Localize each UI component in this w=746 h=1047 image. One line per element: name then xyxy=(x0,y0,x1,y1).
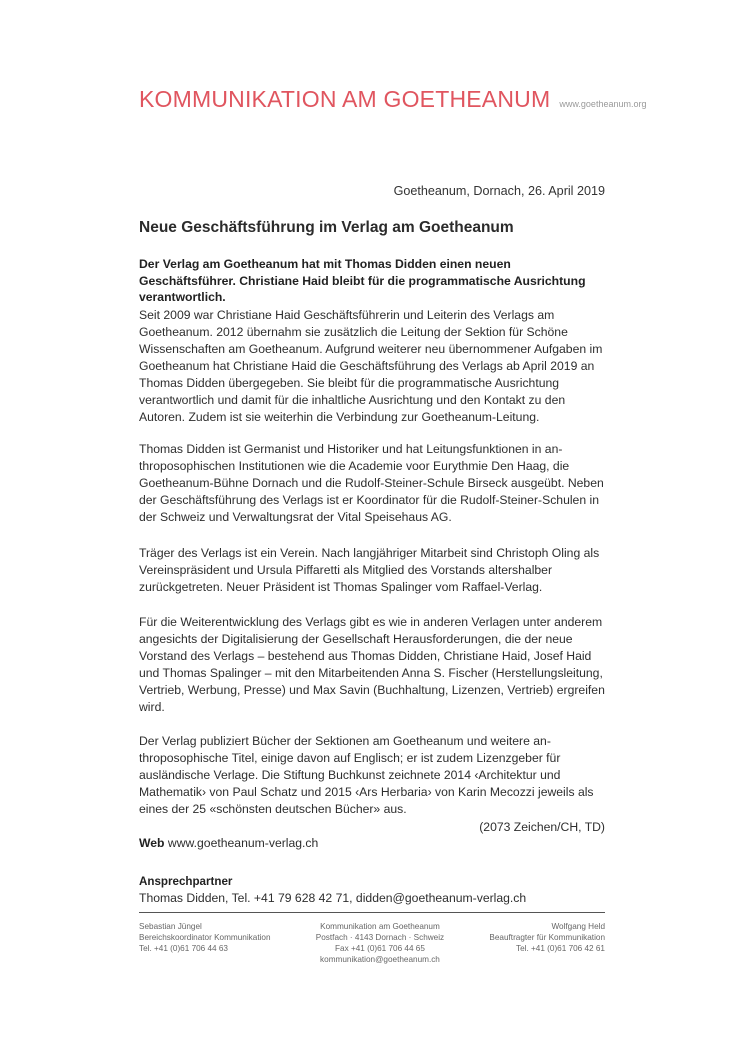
contact-info: Thomas Didden, Tel. +41 79 628 42 71, didden@goetheanum-verlag.ch xyxy=(139,891,527,905)
web-line xyxy=(139,836,318,850)
footer-center-email[interactable]: kommunikation@goetheanum.ch xyxy=(320,955,440,964)
dateline: Goetheanum, Dornach, 26. April 2019 xyxy=(393,184,605,198)
masthead-brand: KOMMUNIKATION AM GOETHEANUM xyxy=(139,86,551,112)
footer-center-address: Postfach · 4143 Dornach · Schweiz xyxy=(315,933,445,942)
contact-heading: Ansprechpartner xyxy=(139,875,233,888)
footer-left-role: Bereichskoordinator Kommunikation xyxy=(139,933,271,942)
body-paragraph: Thomas Didden ist Germanist und Historiker und hat Leitungsfunktionen in anthroposophischen Institutionen wie die Academie voor Eurythmie Den Haag, die Goetheanum-Bühne Dornach und die Rudolf-Steiner-Schule Birseck ausgeübt. Neben der Geschäftsführung des Verlags ist er Koordinator für die Rudolf-Steiner-Schulen in der Schweiz und Verwaltungsrat der Vital Speisehaus AG. xyxy=(139,442,604,524)
page-title: Neue Geschäftsführung im Verlag am Goetheanum xyxy=(139,219,514,236)
footer-contact-center xyxy=(316,921,444,965)
footer xyxy=(139,921,605,965)
body-paragraph: Seit 2009 war Christiane Haid Geschäftsführerin und Leiterin des Verlags am Goetheanum. 2012 übernahm sie zusätzlich die Leitung der Sektion für Schöne Wissenschaften am Goetheanum. Aufgrund weiterer neu übernommener Aufgaben im Goetheanum hat Christiane Haid die Geschäftsführung des Verlags ab April 2019 an Thomas Didden übergegeben. Sie bleibt für die programmatische Ausrichtung verantwortlich und damit für die inhaltliche Ausrichtung und den Kontakt zu den Autoren. Zudem ist sie weiterhin die Verbindung zur Goetheanum-Leitung. xyxy=(139,308,603,424)
footer-center-fax: Fax +41 (0)61 706 44 65 xyxy=(335,944,425,953)
masthead-url[interactable]: www.goetheanum.org xyxy=(559,99,647,109)
masthead xyxy=(139,86,646,113)
web-label: Web xyxy=(139,836,165,850)
character-count: (2073 Zeichen/CH, TD) xyxy=(479,820,605,834)
footer-left-name: Sebastian Jüngel xyxy=(139,922,202,931)
footer-contact-left xyxy=(139,921,271,965)
web-link[interactable]: www.goetheanum-verlag.ch xyxy=(167,836,319,850)
footer-left-phone: Tel. +41 (0)61 706 44 63 xyxy=(139,944,228,953)
body-paragraph: Für die Weiterentwicklung des Verlags gibt es wie in anderen Verlagen unter anderem angesichts der Digitalisierung der Gesellschaft Herausforderungen, die der neue Vorstand des Verlags – bestehend aus Thomas Didden, Christiane Haid, Josef Haid und Thomas Spalinger – mit den Mitarbeitenden Anna S. Fischer (Herstellungsleitung, Vertrieb, Werbung, Presse) und Max Savin (Buchhaltung, Lizenzen, Vertrieb) ergreifen wird. xyxy=(139,615,605,714)
footer-right-phone: Tel. +41 (0)61 706 42 61 xyxy=(516,944,605,953)
body-paragraph: Träger des Verlags ist ein Verein. Nach langjähriger Mitarbeit sind Christoph Oling als Vereinspräsident und Ursula Piffaretti als Mitglied des Vorstands altershalber zurückgetreten. Neuer Präsident ist Thomas Spalinger vom Raffael-Verlag. xyxy=(139,546,600,594)
footer-divider xyxy=(139,912,605,913)
footer-center-org: Kommunikation am Goetheanum xyxy=(320,922,440,931)
footer-right-name: Wolfgang Held xyxy=(551,922,605,931)
footer-right-role: Beauftragter für Kommunikation xyxy=(489,933,605,942)
lead-paragraph: Der Verlag am Goetheanum hat mit Thomas Didden einen neuen Geschäftsführer. Christiane Haid bleibt für die programmatische Ausrichtung verantwortlich. xyxy=(139,257,586,304)
footer-contact-right xyxy=(489,921,605,965)
body-paragraph: Der Verlag publiziert Bücher der Sektionen am Goetheanum und weitere anthroposophische Titel, einige davon auf Englisch; er ist zudem Lizenzgeber für ausländische Verlage. Die Stiftung Buchkunst zeichnete 2014 ‹Architektur und Mathematik› von Paul Schatz und 2015 ‹Ars Herbaria› von Karin Mecozzi jeweils als eines der 25 «schönsten deutschen Bücher» aus. xyxy=(139,734,594,816)
